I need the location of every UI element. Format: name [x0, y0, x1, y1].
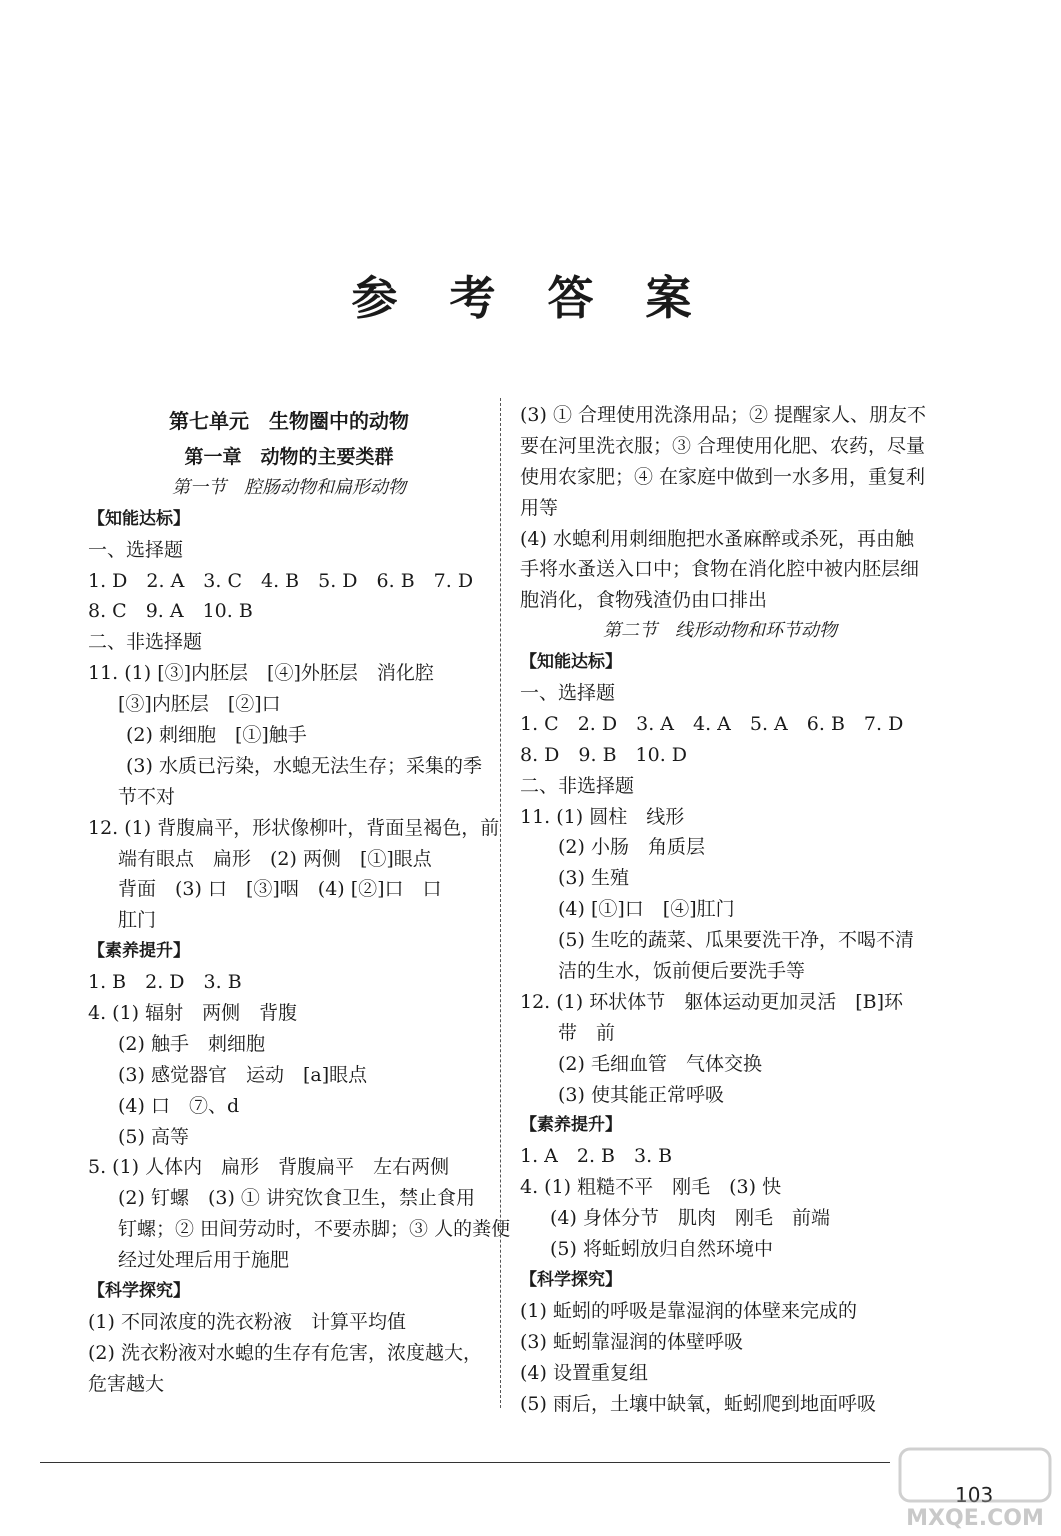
right-line: (4) [①]口 [④]肛门 — [558, 898, 735, 921]
watermark-logo — [892, 1443, 1061, 1536]
left-line: 5. (1) 人体内 扁形 背腹扁平 左右两侧 — [88, 1156, 450, 1179]
right-line: (5) 将蚯蚓放归自然环境中 — [550, 1238, 773, 1261]
left-line: 肛门 — [118, 909, 157, 932]
right-line: 【科学探究】 — [520, 1269, 622, 1290]
right-line: (3) 蚯蚓靠湿润的体壁呼吸 — [520, 1330, 743, 1353]
right-line: 1. A 2. B 3. B — [520, 1145, 673, 1168]
right-line: 12. (1) 环状体节 躯体运动更加灵活 [B]环 — [520, 990, 903, 1013]
left-line: (2) 钉螺 (3) ① 讲究饮食卫生，禁止食用 — [118, 1187, 475, 1210]
right-line: 【知能达标】 — [520, 652, 622, 673]
right-line: 带 前 — [558, 1021, 616, 1044]
right-line: (4) 水螅利用刺细胞把水蚤麻醉或杀死，再由触 — [520, 527, 914, 550]
right-line: 使用农家肥；④ 在家庭中做到一水多用，重复利 — [520, 465, 926, 488]
left-line: 钉螺；② 田间劳动时，不要赤脚；③ 人的粪便 — [118, 1218, 511, 1241]
left-line: (2) 触手 刺细胞 — [118, 1032, 265, 1055]
left-line: 第一章 动物的主要类群 — [184, 446, 394, 468]
left-line: (2) 刺细胞 [①]触手 — [126, 724, 307, 747]
watermark-text: MXQE.COM — [906, 1506, 1044, 1531]
left-line: 【科学探究】 — [88, 1281, 190, 1302]
right-line: 4. (1) 粗糙不平 刚毛 (3) 快 — [520, 1176, 782, 1199]
right-line: 一、选择题 — [520, 682, 616, 705]
right-line: 二、非选择题 — [520, 774, 635, 797]
right-line: 胞消化，食物残渣仍由口排出 — [520, 589, 768, 612]
column-divider — [500, 398, 501, 1408]
left-line: 第一节 腔肠动物和扁形动物 — [172, 476, 406, 498]
left-line: 端有眼点 扁形 (2) 两侧 [①]眼点 — [118, 847, 432, 870]
right-line: (2) 小肠 角质层 — [558, 836, 705, 859]
left-line: 1. B 2. D 3. B — [88, 971, 242, 994]
right-line: 手将水蚤送入口中；食物在消化腔中被内胚层细 — [520, 558, 920, 581]
right-line: 8. D 9. B 10. D — [520, 743, 688, 766]
right-line: 用等 — [520, 496, 559, 519]
right-line: (5) 雨后，土壤中缺氧，蚯蚓爬到地面呼吸 — [520, 1392, 876, 1415]
left-column — [88, 400, 511, 1400]
right-line: (4) 身体分节 肌肉 刚毛 前端 — [550, 1207, 830, 1230]
left-line: 12. (1) 背腹扁平，形状像柳叶，背面呈褐色，前 — [88, 816, 500, 839]
page-number: 103 — [955, 1483, 994, 1507]
right-line: 1. C 2. D 3. A 4. A 5. A 6. B 7. D — [520, 712, 904, 735]
left-line: (2) 洗衣粉液对水螅的生存有危害，浓度越大， — [88, 1341, 482, 1364]
left-line: (5) 高等 — [118, 1125, 189, 1148]
page-title: 参 考 答 案 — [351, 271, 710, 325]
left-line: (3) 感觉器官 运动 [a]眼点 — [118, 1063, 368, 1086]
left-line: (4) 口 ⑦、d — [118, 1094, 240, 1117]
footer-rule — [40, 1462, 890, 1463]
right-line: (1) 蚯蚓的呼吸是靠湿润的体壁来完成的 — [520, 1299, 857, 1322]
left-line: 节不对 — [118, 785, 176, 808]
right-line: 11. (1) 圆柱 线形 — [520, 805, 685, 828]
right-line: (5) 生吃的蔬菜、瓜果要洗干净，不喝不清 — [558, 929, 914, 952]
left-line: 【素养提升】 — [88, 941, 190, 962]
left-line: 一、选择题 — [88, 538, 184, 561]
right-line: (4) 设置重复组 — [520, 1361, 648, 1384]
left-line: 背面 (3) 口 [③]咽 (4) [②]口 口 — [118, 878, 442, 901]
left-line: 1. D 2. A 3. C 4. B 5. D 6. B 7. D — [88, 569, 474, 592]
left-line: 二、非选择题 — [88, 631, 203, 654]
right-line: 要在河里洗衣服；③ 合理使用化肥、农药，尽量 — [520, 434, 926, 457]
right-line: (3) ① 合理使用洗涤用品；② 提醒家人、朋友不 — [520, 404, 927, 426]
left-line: [③]内胚层 [②]口 — [118, 693, 281, 716]
left-line: 11. (1) [③]内胚层 [④]外胚层 消化腔 — [88, 662, 434, 685]
right-line: 洁的生水，饭前便后要洗手等 — [558, 960, 806, 983]
left-line: 4. (1) 辐射 两侧 背腹 — [88, 1002, 298, 1025]
left-line: 【知能达标】 — [88, 508, 190, 529]
right-line: 【素养提升】 — [520, 1115, 622, 1136]
right-line: 第二节 线形动物和环节动物 — [603, 620, 837, 642]
right-line: (3) 使其能正常呼吸 — [558, 1083, 724, 1106]
left-line: 危害越大 — [88, 1372, 165, 1395]
left-line: (3) 水质已污染，水螅无法生存；采集的季 — [126, 754, 482, 777]
left-line: 第七单元 生物圈中的动物 — [169, 409, 409, 433]
right-line: (2) 毛细血管 气体交换 — [558, 1052, 762, 1075]
right-line: (3) 生殖 — [558, 867, 629, 890]
left-line: (1) 不同浓度的洗衣粉液 计算平均值 — [88, 1310, 406, 1333]
left-line: 经过处理后用于施肥 — [118, 1249, 290, 1272]
left-line: 8. C 9. A 10. B — [88, 600, 253, 623]
right-column — [520, 400, 927, 1419]
